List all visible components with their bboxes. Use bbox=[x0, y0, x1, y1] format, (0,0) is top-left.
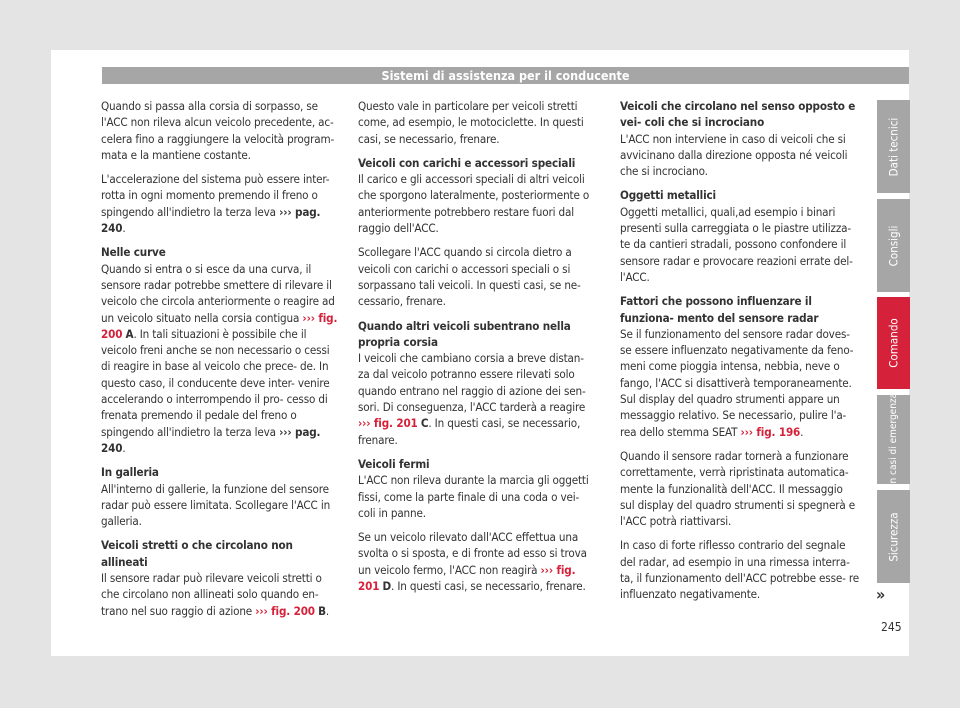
figure-reference-link[interactable]: ››› fig. 200 bbox=[101, 310, 338, 341]
subheading: Fattori che possono influenzare il funziona- mento del sensore radar bbox=[620, 294, 819, 325]
subheading: Quando altri veicoli subentrano nella propria corsia bbox=[358, 318, 571, 349]
paragraph: All'interno di gallerie, la funzione del sensore radar può essere limitata. Scollegare l'ACC in galleria. bbox=[101, 481, 331, 529]
paragraph: Il carico e gli accessori speciali di altri veicoli che sporgono lateralmente, posteriormente o anteriormente potrebbero restare fuori dal raggio dell'ACC. bbox=[358, 172, 590, 236]
page-number: 245 bbox=[881, 620, 902, 634]
figure-reference-link[interactable]: ››› fig. 201 bbox=[358, 562, 576, 594]
paragraph: Il sensore radar può rilevare veicoli stretti o che circolano non allineati solo quando en- trano nel suo raggio di azione ››› fig. 200 B. bbox=[101, 571, 330, 618]
section-header: Sistemi di assistenza per il conducente bbox=[102, 67, 909, 84]
tab-consigli[interactable]: Consigli bbox=[877, 199, 910, 292]
paragraph: L'ACC non rileva durante la marcia gli oggetti fissi, come la parte finale di una coda o vei- coli in panne. bbox=[358, 473, 589, 520]
page-reference-link[interactable]: ››› pag. 240 bbox=[101, 204, 321, 236]
subheading: Veicoli stretti o che circolano non allineati bbox=[101, 538, 293, 569]
paragraph: L'accelerazione del sistema può essere inter- rotta in ogni momento premendo il freno o spingendo all'indietro la terza leva ››› pag. 240. bbox=[101, 172, 330, 236]
paragraph: Se un veicolo rilevato dall'ACC effettua una svolta o si sposta, e di fronte ad esso si trova un veicolo fermo, l'ACC non reagirà ››› fig. 201 D. In questi casi, se necessario, frenare. bbox=[358, 530, 587, 594]
figure-reference-link[interactable]: ››› fig. 196 bbox=[740, 424, 801, 439]
paragraph: Quando si entra o si esce da una curva, il sensore radar potrebbe smettere di rilevare il veicolo che circola anteriormente o reagire ad un veicolo situato nella corsia contigua ››› fig. 200 A. In tali situazioni è possibile che il veicolo freni anche se non necessario o cessi di reagire in base al veicolo che prece- de. In questo caso, il conducente deve inter- venire accelerando o interrompendo il pro- cesso di frenata premendo il pedale del freno o spingendo all'indietro la terza leva ››› pag. 240. bbox=[101, 261, 338, 455]
tab-dati-tecnici[interactable]: Dati tecnici bbox=[877, 100, 910, 193]
paragraph: Oggetti metallici, quali,ad esempio i binari presenti sulla carreggiata o le piastre utilizza- te da cantieri stradali, possono confondere il sensore radar e provocare reazioni errate del- l'ACC. bbox=[620, 204, 853, 284]
subheading: In galleria bbox=[101, 465, 159, 480]
tab-sicurezza[interactable]: Sicurezza bbox=[877, 490, 910, 583]
continue-marker: » bbox=[876, 585, 886, 604]
manual-page bbox=[51, 50, 909, 656]
column-1 bbox=[101, 98, 341, 627]
subheading: Veicoli che circolano nel senso opposto e vei- coli che si incrociano bbox=[620, 99, 856, 130]
column-2 bbox=[358, 98, 598, 602]
figure-reference-link[interactable]: ››› fig. 200 bbox=[255, 603, 315, 618]
paragraph: Quando si passa alla corsia di sorpasso, se l'ACC non rileva alcun veicolo precedente, ac- celera fino a raggiungere la velocità program- mata e la mantiene costante. bbox=[101, 99, 335, 162]
paragraph: I veicoli che cambiano corsia a breve distan- za dal veicolo potranno essere rilevati solo quando entrano nel raggio di azione dei sen- sori. Di conseguenza, l'ACC tarderà a reagire ››› fig. 201 C. In questi casi, se necessario, frenare. bbox=[358, 351, 586, 447]
paragraph: In caso di forte riflesso contrario del segnale del radar, ad esempio in una rimessa interra- ta, il funzionamento dell'ACC potrebbe esse- re influenzato negativamente. bbox=[620, 538, 860, 602]
paragraph: Questo vale in particolare per veicoli stretti come, ad esempio, le motociclette. In questi casi, se necessario, frenare. bbox=[358, 99, 584, 146]
subheading: Veicoli con carichi e accessori speciali bbox=[358, 155, 576, 170]
tab-in-casi-di-emergenza[interactable]: In casi di emergenza bbox=[877, 395, 910, 484]
subheading: Nelle curve bbox=[101, 245, 166, 260]
column-3 bbox=[620, 98, 860, 611]
paragraph: Se il funzionamento del sensore radar doves- se essere influenzato negativamente da feno- meni come pioggia intensa, nebbia, neve o fango, l'ACC si disattiverà temporaneamente. Sul display del quadro strumenti appare un messaggio relativo. Se necessario, pulire l'a- rea dello stemma SEAT ››› fig. 196. bbox=[620, 326, 854, 439]
subheading: Oggetti metallici bbox=[620, 188, 716, 203]
page-reference-link[interactable]: ››› pag. 240 bbox=[101, 424, 321, 455]
subheading: Veicoli fermi bbox=[358, 456, 430, 471]
tab-comando[interactable]: Comando bbox=[877, 297, 910, 389]
paragraph: Scollegare l'ACC quando si circola dietro a veicoli con carichi o accessori speciali o si sorpassano tali veicoli. In questi casi, se ne- cessario, frenare. bbox=[358, 245, 581, 309]
paragraph: L'ACC non interviene in caso di veicoli che si avvicinano dalla direzione opposta né veicoli che si incrociano. bbox=[620, 131, 848, 179]
paragraph: Quando il sensore radar tornerà a funzionare correttamente, verrà ripristinata automatica- mente la funzionalità dell'ACC. Il messaggio sul display del quadro strumenti si spegnerà e l'ACC potrà riattivarsi. bbox=[620, 448, 856, 529]
figure-reference-link[interactable]: ››› fig. 201 bbox=[358, 416, 418, 431]
